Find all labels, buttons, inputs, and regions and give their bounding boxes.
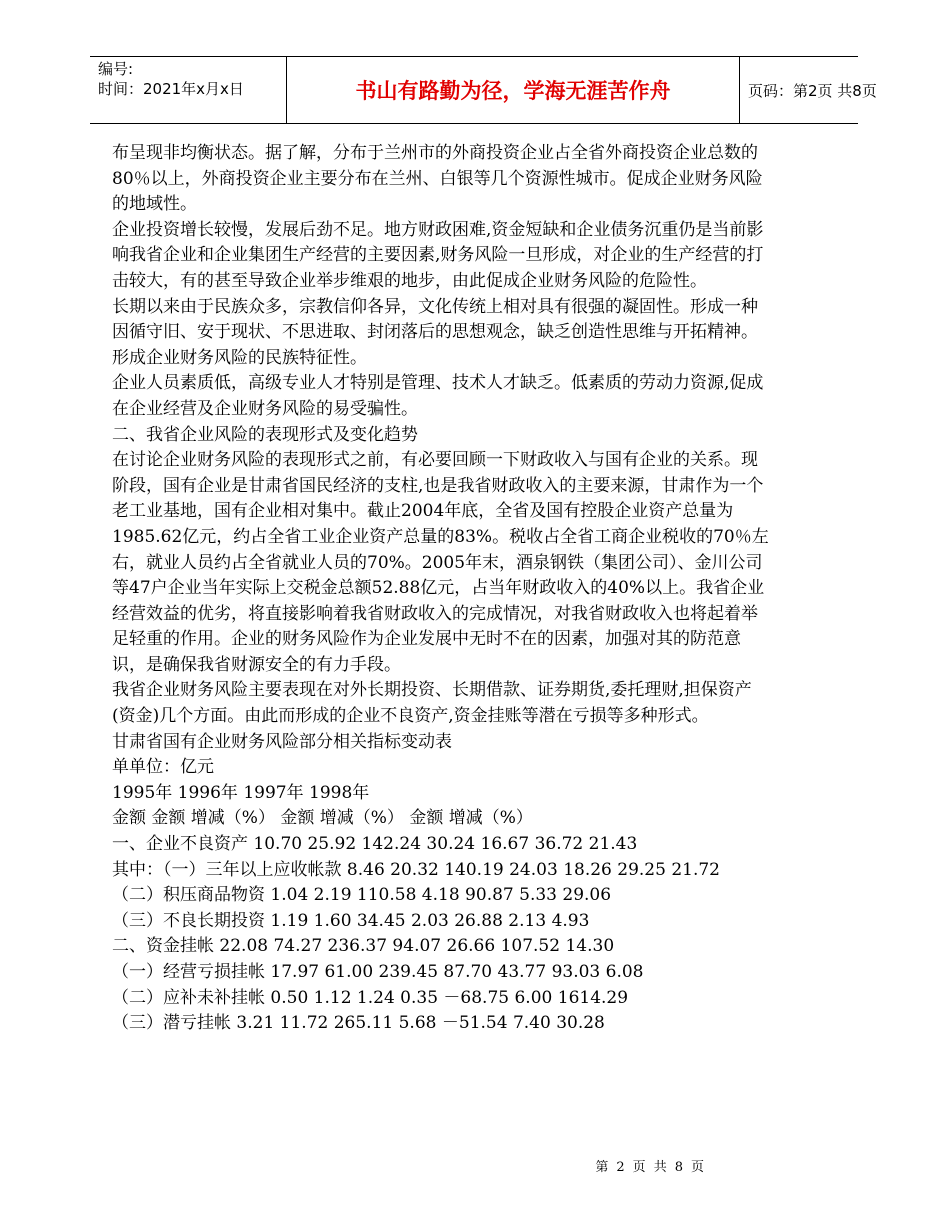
paragraph: 我省企业财务风险主要表现在对外长期投资、长期借款、证券期货,委托理财,担保资产(资金)几个方面。由此而形成的企业不良资产,资金挂账等潜在亏损等多种形式。	[112, 680, 752, 727]
footer-text: 第	[595, 1160, 609, 1175]
footer-text: 页	[690, 1160, 704, 1175]
footer-text: 共	[653, 1160, 667, 1175]
page-footer	[0, 1156, 950, 1175]
table-row: （二）应补未补挂帐 0.50 1.12 1.24 0.35 －68.75 6.00 1614.29	[112, 987, 629, 1008]
section-heading: 二、我省企业风险的表现形式及变化趋势	[112, 424, 418, 445]
table-header-row: 金额 金额 增减（%） 金额 增减（%） 金额 增减（%）	[112, 808, 533, 829]
paragraph: 在讨论企业财务风险的表现形式之前，有必要回顾一下财政收入与国有企业的关系。现阶段，国有企业是甘肃省国民经济的支柱,也是我省财政收入的主要来源，甘肃作为一个老工业基地，国有企业相对集中。截止2004年底，全省及国有控股企业资产总量为1985.62亿元，约占全省工业企业资产总量的83%。税收占全省工商企业税收的70％左右，就业人员约占全省就业人员的70%。2005年末，酒泉钢铁（集团公司）、金川公司等47户企业当年实际上交税金总额52.88亿元，占当年财政收入的40%以上。我省企业经营效益的优劣，将直接影响着我省财政收入的完成情况，对我省财政收入也将起着举足轻重的作用。企业的财务风险作为企业发展中无时不在的因素，加强对其的防范意识，是确保我省财源安全的有力手段。	[112, 450, 769, 675]
table-row: （三）潜亏挂帐 3.21 11.72 265.11 5.68 －51.54 7.40 30.28	[112, 1013, 605, 1034]
table-unit: 单单位：亿元	[112, 757, 214, 778]
paragraph: 企业投资增长较慢，发展后劲不足。地方财政困难,资金短缺和企业债务沉重仍是当前影响我省企业和企业集团生产经营的主要因素,财务风险一旦形成，对企业的生产经营的打击较大，有的甚至导致企业举步维艰的地步，由此促成企业财务风险的危险性。	[112, 219, 764, 291]
table-row: 二、资金挂帐 22.08 74.27 236.37 94.07 26.66 107.52 14.30	[112, 936, 615, 957]
table-row: （一）经营亏损挂帐 17.97 61.00 239.45 87.70 43.77 93.03 6.08	[112, 962, 644, 982]
table-row: （三）不良长期投资 1.19 1.60 34.45 2.03 26.88 2.13 4.93	[112, 910, 590, 931]
table-row: 其中：（一）三年以上应收帐款 8.46 20.32 140.19 24.03 18.26 29.25 21.72	[112, 859, 720, 880]
header-page-info: 页码：第2页 共8页	[748, 81, 877, 100]
paragraph: 长期以来由于民族众多，宗教信仰各异，文化传统上相对具有很强的凝固性。形成一种因循守旧、安于现状、不思进取、封闭落后的思想观念，缺乏创造性思维与开拓精神。形成企业财务风险的民族特征性。	[112, 296, 758, 368]
footer-text: 页	[632, 1160, 646, 1175]
footer-page-number: 2	[616, 1160, 625, 1175]
table-row: （二）积压商品物资 1.04 2.19 110.58 4.18 90.87 5.33 29.06	[112, 885, 612, 906]
footer-total-pages: 8	[674, 1160, 683, 1175]
table-years-row: 1995年 1996年 1997年 1998年	[112, 782, 370, 803]
header-motto: 书山有路勤为径，学海无涯苦作舟	[286, 57, 740, 123]
table-row: 一、企业不良资产 10.70 25.92 142.24 30.24 16.67 36.72 21.43	[112, 834, 638, 855]
document-body	[112, 141, 772, 1037]
table-title: 甘肃省国有企业财务风险部分相关指标变动表	[112, 731, 452, 752]
header-left	[98, 59, 288, 99]
page-header	[90, 56, 877, 124]
paragraph: 企业人员素质低，高级专业人才特别是管理、技术人才缺乏。低素质的劳动力资源,促成在企业经营及企业财务风险的易受骗性。	[112, 373, 764, 419]
serial-label: 编号:	[98, 60, 134, 78]
time-label: 时间：2021年x月x日	[98, 80, 244, 98]
paragraph: 布呈现非均衡状态。据了解，分布于兰州市的外商投资企业占全省外商投资企业总数的80％以上，外商投资企业主要分布在兰州、白银等几个资源性城市。促成企业财务风险的地域性。	[112, 143, 763, 215]
